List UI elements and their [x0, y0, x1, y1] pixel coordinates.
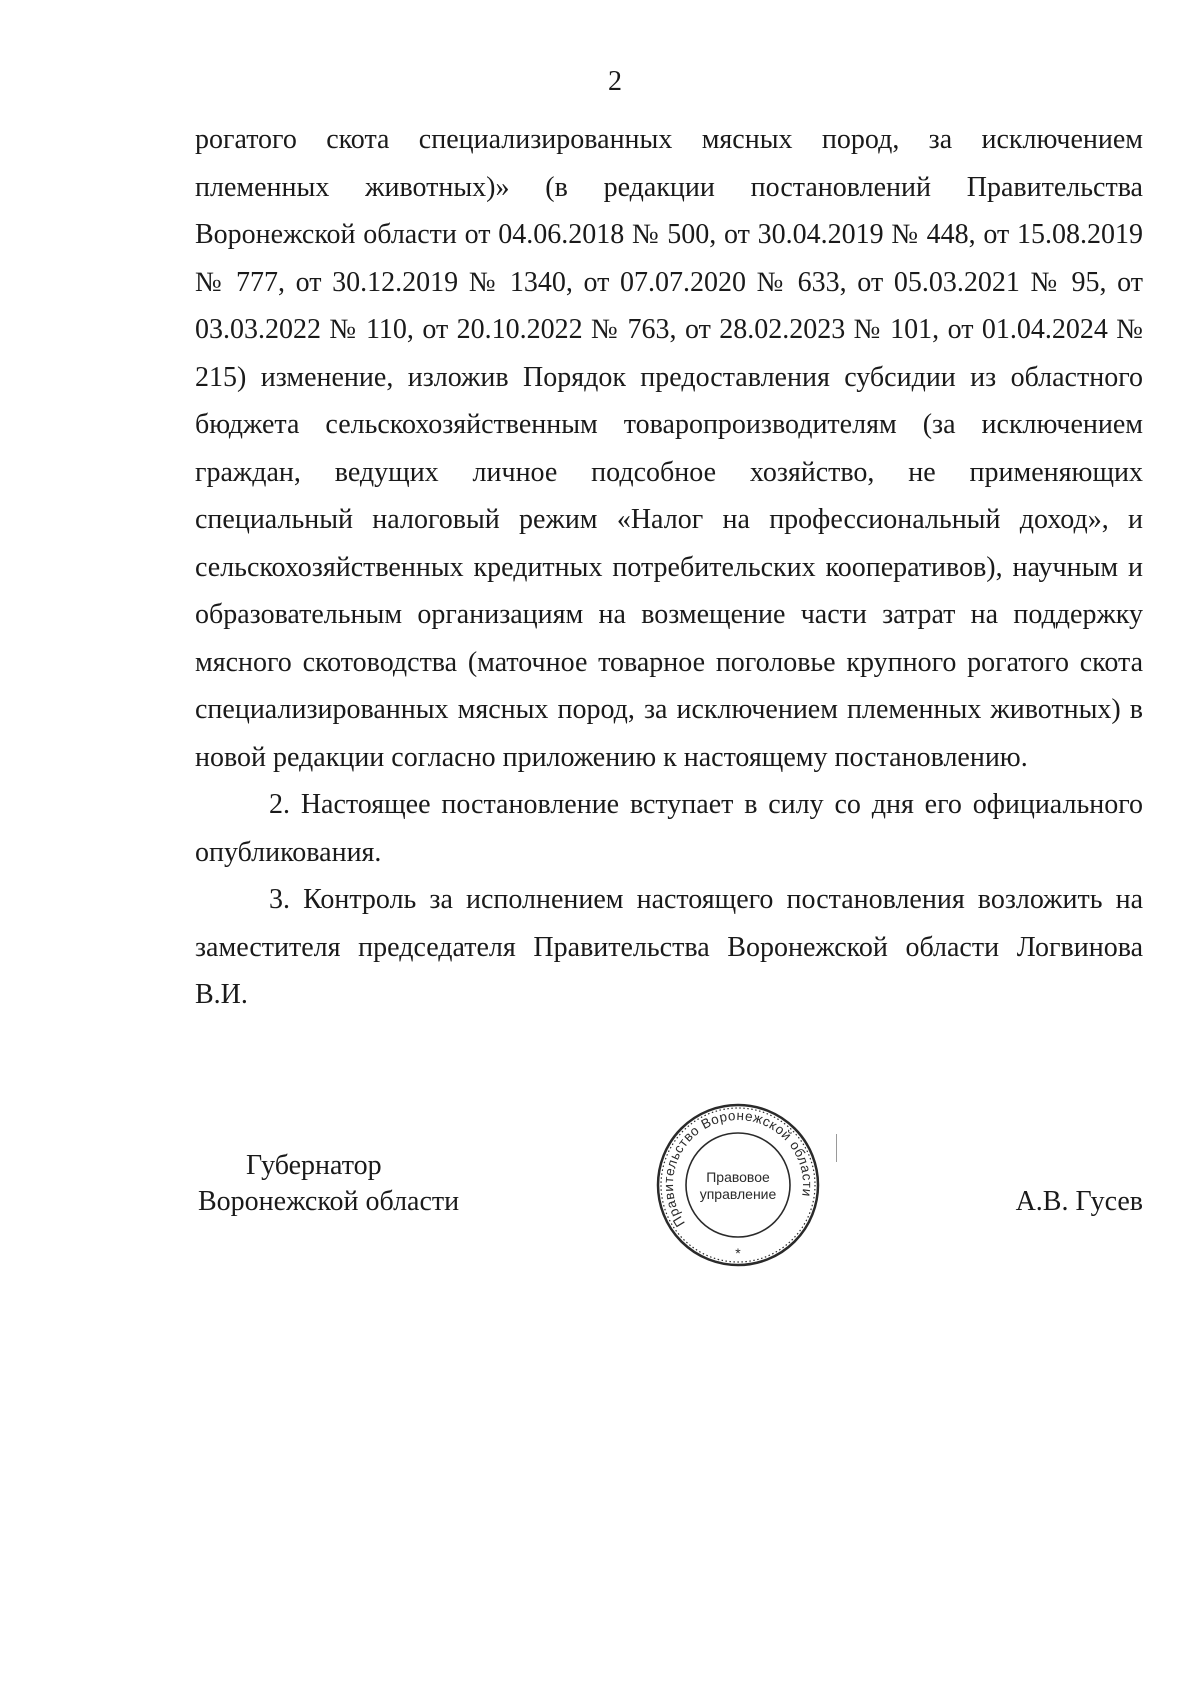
paragraph-2: 2. Настоящее постановление вступает в силу со дня его официального опубликования. [195, 789, 1143, 868]
page-number: 2 [608, 66, 622, 97]
paragraph-3: 3. Контроль за исполнением настоящего постановления возложить на заместителя председателя Правительства Воронежской области Логвинова В.И. [195, 884, 1143, 1010]
stamp-seal-icon [653, 1100, 823, 1270]
margin-tick [836, 1134, 837, 1162]
signatory-region: Воронежской области [198, 1186, 460, 1217]
signatory-name: А.В. Гусев [1015, 1186, 1143, 1217]
signatory-position [198, 1148, 459, 1220]
official-stamp [653, 1100, 823, 1270]
document-body [195, 116, 1143, 1019]
stamp-ring-text: Правительство Воронежской области [660, 1107, 816, 1230]
stamp-star: * [735, 1245, 741, 1261]
paragraph-1-continued: рогатого скота специализированных мясных пород, за исключением племенных животных)» (в редакции постановлений Правительства Воронежской области от 04.06.2018 № 500, от 30.04.2019 № 448, от 15.08.2019 № 777, от 30.12.2019 № 1340, от 07.07.2020 № 633, от 05.03.2021 № 95, от 03.03.2022 № 110, от 20.10.2022 № 763, от 28.02.2023 № 101, от 01.04.2024 № 215) изменение, изложив Порядок предоставления субсидии из областного бюджета сельскохозяйственным товаропроизводителям (за исключением граждан, ведущих личное подсобное хозяйство, не применяющих специальный налоговый режим «Налог на профессиональный доход», и сельскохозяйственных кредитных потребительских кооперативов), научным и образовательным организациям на возмещение части затрат на поддержку мясного скотоводства (маточное товарное поголовье крупного рогатого скота специализированных мясных пород, за исключением племенных животных) в новой редакции согласно приложению к настоящему постановлению. [195, 124, 1143, 773]
signatory-title: Губернатор [246, 1150, 382, 1181]
stamp-center-line1: Правовое [706, 1169, 770, 1185]
stamp-center-line2: управление [699, 1186, 777, 1202]
